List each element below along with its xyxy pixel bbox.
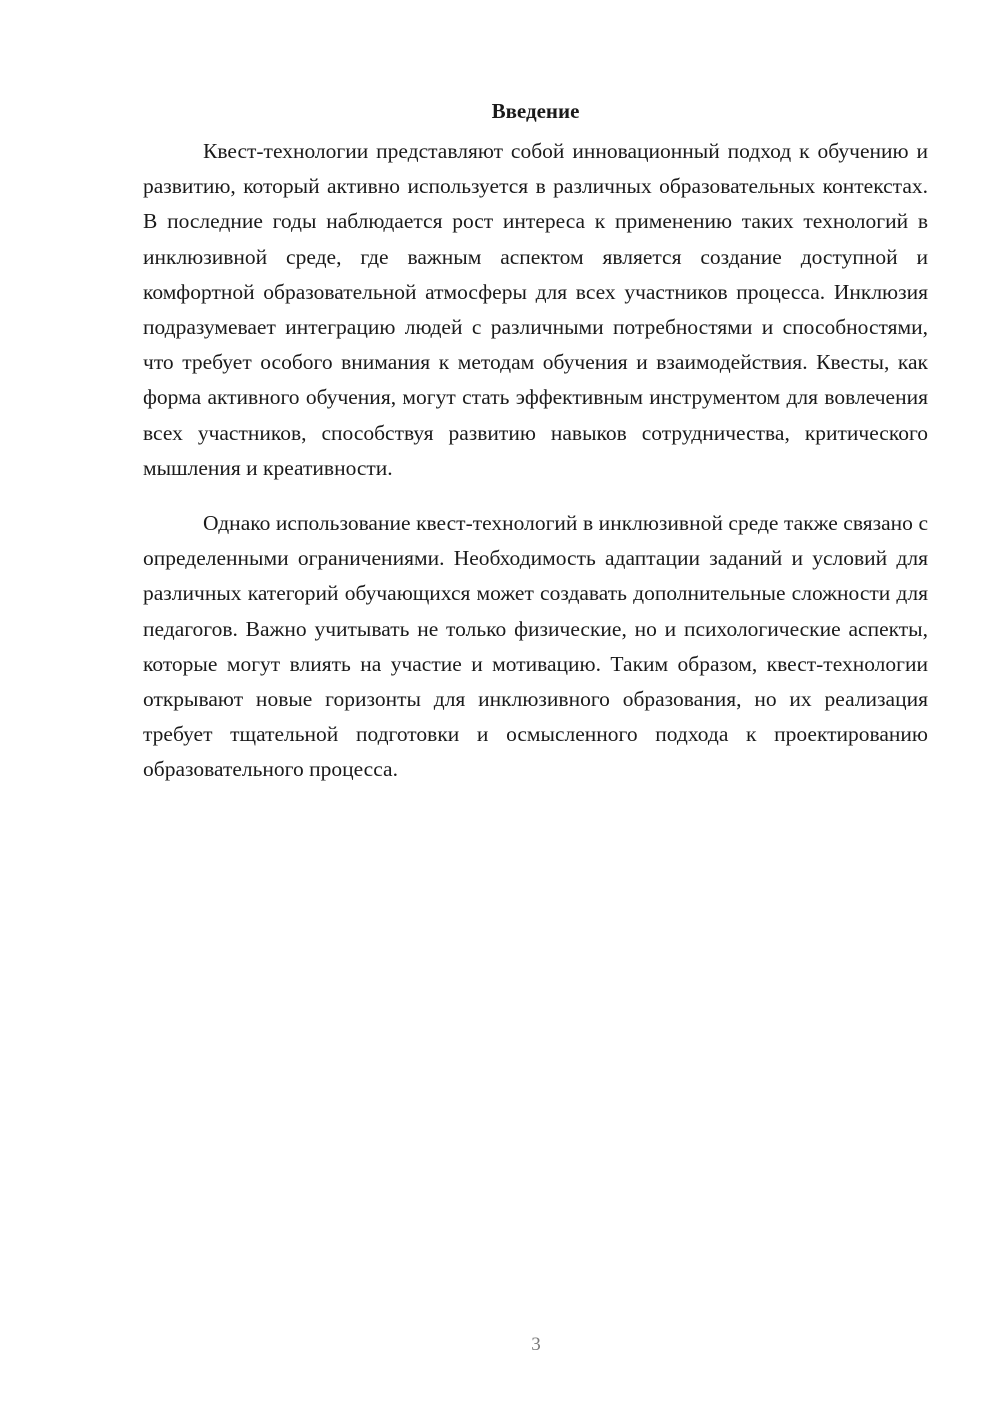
paragraph-2: Однако использование квест-технологий в инклюзивной среде также связано с определенными ограничениями. Необходимость адаптации заданий и условий для различных категорий обучающихся может создавать дополнительные сложности для педагогов. Важно учитывать не только физические, но и психологические аспекты, которые могут влиять на участие и мотивацию. Таким образом, квест-технологии открывают новые горизонты для инклюзивного образования, но их реализация требует тщательной подготовки и осмысленного подхода к проектированию образовательного процесса.: [143, 511, 928, 782]
page-number: 3: [531, 1334, 541, 1355]
page-content: [143, 96, 928, 808]
paragraph-1: Квест-технологии представляют собой инновационный подход к обучению и развитию, который активно используется в различных образовательных контекстах. В последние годы наблюдается рост интереса к применению таких технологий в инклюзивной среде, где важным аспектом является создание доступной и комфортной образовательной атмосферы для всех участников процесса. Инклюзия подразумевает интеграцию людей с различными потребностями и способностями, что требует особого внимания к методам обучения и взаимодействия. Квесты, как форма активного обучения, могут стать эффективным инструментом для вовлечения всех участников, способствуя развитию навыков сотрудничества, критического мышления и креативности.: [143, 139, 928, 480]
section-title: Введение: [491, 99, 580, 123]
